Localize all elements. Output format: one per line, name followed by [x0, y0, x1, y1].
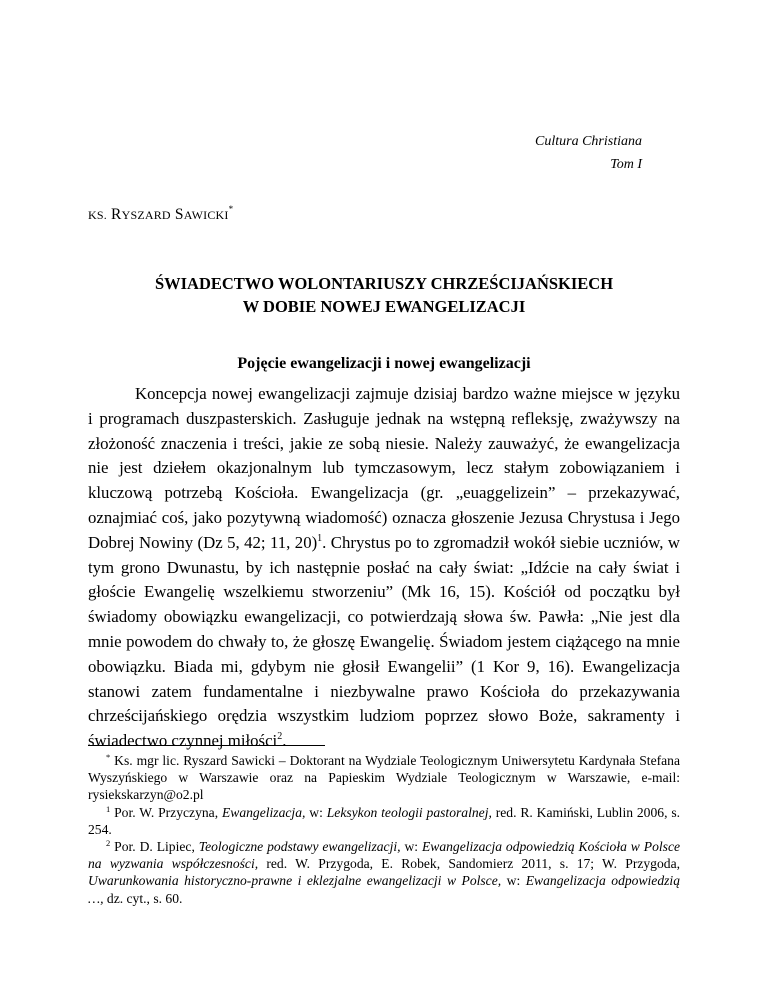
footnote-2-text-c: w: [400, 839, 422, 855]
body-text-part-3: . [282, 731, 287, 751]
footnote-ref-2[interactable]: 2 [277, 731, 283, 743]
footnote-author [88, 752, 680, 804]
author-first-initial: R [111, 206, 122, 223]
journal-header [535, 130, 642, 176]
footnote-1-text-a: Por. W. Przyczyna, [110, 804, 222, 820]
author-last-rest: AWICKI [183, 208, 229, 222]
body-text-part-1: Koncepcja nowej ewangelizacji zajmuje dzisiaj bardzo ważne miejsce w języku i programach duszpasterskich. Zasługuje jednak na wstępną refleksję, zważywszy na złożoność znaczenia i treści, jakie ze sobą niesie. Należy zauważyć, że ewangelizacja nie jest dziełem okazjonalnym lub tymczasowym, lecz stałym zobowiązaniem i kluczową potrzebą Kościoła. Ewangelizacja (gr. „euaggelizein” – przekazywać, oznajmiać coś, jako pozytywną wiadomość) oznacza głoszenie Jezusa Chrystusa i Jego Dobrej Nowiny (Dz 5, 42; 11, 20) [88, 384, 680, 552]
footnote-2-source: Ewangelizacja odpowiedzią Kościoła w Polsce na wyzwania współczesności, [88, 839, 681, 872]
journal-title: Cultura Christiana [535, 134, 642, 149]
body-text [88, 382, 680, 754]
footnote-1-text-c: w: [305, 804, 327, 820]
footnote-2-text-e: red. W. Przygoda, E. Robek, Sandomierz 2011, s. 17; W. Przygoda, [258, 856, 680, 872]
body-paragraph [88, 382, 680, 754]
footnote-2-text-a: Por. D. Lipiec, [110, 839, 199, 855]
article-title-line-2: W DOBIE NOWEJ EWANGELIZACJI [242, 297, 526, 316]
footnote-2-title: Teologiczne podstawy ewangelizacji, [198, 839, 401, 855]
author-prefix: KS. [88, 208, 107, 222]
footnote-1 [88, 804, 680, 838]
footnote-1-title: Ewangelizacja, [221, 804, 306, 820]
footnote-2-text-i: dz. cyt., s. 60. [103, 890, 183, 906]
footnote-2 [88, 838, 680, 907]
footnote-1-source: Leksykon teologii pastoralnej, [326, 804, 492, 820]
footnotes [88, 752, 680, 907]
article-title [88, 272, 680, 318]
author-first-rest: YSZARD [121, 208, 171, 222]
body-text-part-2: . Chrystus po to zgromadził wokół siebie uczniów, w tym grono Dwunastu, by ich następnie posłać na cały świat: „Idźcie na cały świat i głoście Ewangelię wszelkiemu stworzeniu” (Mk 16, 15). Kościół od początku był świadomy obowiązku ewangelizacji, co potwierdzają słowa św. Pawła: „Nie jest dla mnie powodem do chwały to, że głoszę Ewangelię. Świadom jestem ciążącego na mnie obowiązku. Biada mi, gdybym nie głosił Ewangelii” (1 Kor 9, 16). Ewangelizacja stanowi zatem fundamentalne i niezbywalne prawo Kościoła do przekazywania chrześcijańskiego orędzia wszystkim ludziom poprzez słowo Boże, sakramenty i świadectwo czynnej miłości [88, 532, 680, 751]
footnote-author-text: Ks. mgr lic. Ryszard Sawicki – Doktorant na Wydziale Teologicznym Uniwersytetu Kardynała Stefana Wyszyńskiego w Warszawie oraz na Papieskim Wydziale Teologicznym w Warszawie, e-mail: rysiekskarzyn@o2.pl [88, 753, 680, 803]
footnote-2-text-g: w: [501, 873, 526, 889]
journal-volume: Tom I [610, 157, 642, 172]
footnote-author-mark: * [106, 752, 111, 762]
section-heading: Pojęcie ewangelizacji i nowej ewangelizacji [237, 355, 531, 372]
footnote-2-title-2: Uwarunkowania historyczno-prawne i eklezjalne ewangelizacji w Polsce, [88, 873, 502, 889]
article-title-line-1: ŚWIADECTWO WOLONTARIUSZY CHRZEŚCIJAŃSKIECH [154, 274, 614, 293]
footnote-1-mark: 1 [106, 803, 111, 814]
author-line [88, 206, 233, 224]
footnote-2-source-2: Ewangelizacja odpowiedzią …, [88, 873, 680, 906]
author-last-initial: S [174, 206, 184, 223]
footnote-ref-1[interactable]: 1 [317, 532, 323, 544]
footnote-1-text-e: red. R. Kamiński, Lublin 2006, s. 254. [88, 804, 681, 837]
footnote-separator [88, 745, 325, 746]
footnote-2-mark: 2 [106, 838, 111, 849]
author-footnote-mark[interactable]: * [228, 204, 234, 214]
